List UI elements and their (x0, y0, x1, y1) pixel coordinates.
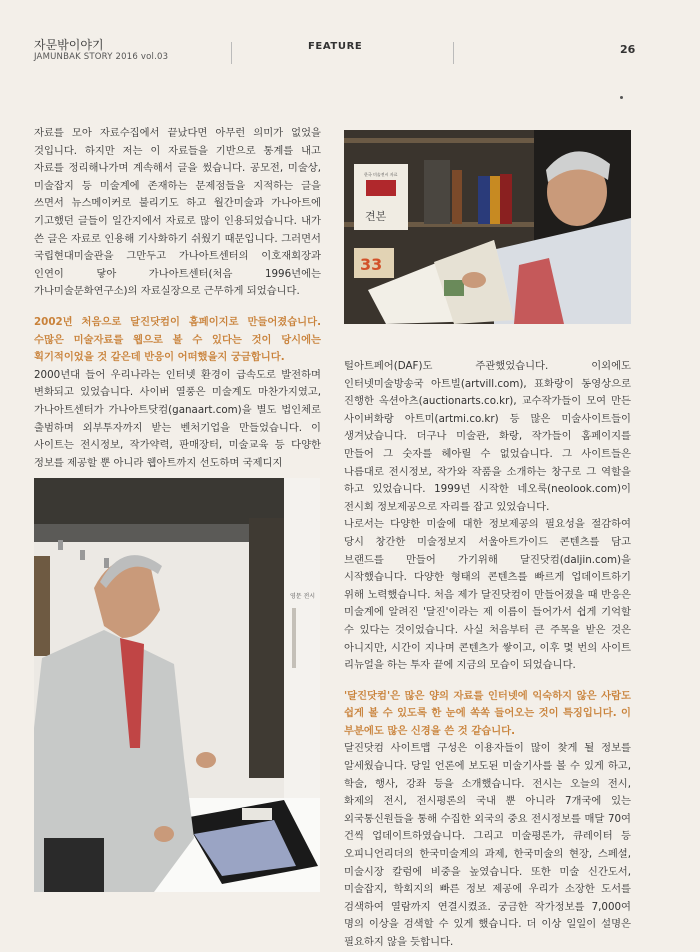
interview-question: '달진닷컴'은 많은 양의 자료를 인터넷에 익숙하지 않은 사람도 쉽게 볼 수 있도록 한 눈에 쏙쏙 들어오는 것이 특징입니다. 이 부분에도 많은 신경을 쓴 것 같습니다. (344, 689, 631, 737)
left-column-text (34, 125, 321, 472)
body-paragraph: 2000년대 들어 우리나라는 인터넷 환경이 급속도로 발전하며 변화되고 있었습니다. 사이버 열풍은 미술계도 마찬가지였고, 가나아트센터가 가나아트닷컴(ganaart.com)을 별도 법인체로 출범하며 외부투자까지 받는 벤처기업을 만들었습니다. 이 사이트는 전시정보, 작가약력, 판매장터, 미술교육 등 다양한 정보를 제공할 뿐 아니라 웹아트까지 선도하며 국제디지 (34, 368, 321, 469)
wall-label: 영문 전시 (290, 593, 316, 600)
magazine-issue: JAMUNBAK STORY 2016 vol.03 (34, 52, 169, 62)
magazine-title: 자문밖이야기 (34, 38, 104, 52)
svg-text:한국 미술전시 자료: 한국 미술전시 자료 (364, 172, 398, 177)
shelf-number: 33 (360, 255, 383, 274)
photo-illustration (34, 478, 320, 892)
body-paragraph: 나로서는 다양한 미술에 대한 정보제공의 필요성을 절감하여 당시 창간한 미술정보지 서울아트가이드 콘텐츠를 담고 브랜드를 만들어 가기위해 달진닷컴(daljin.com)을 시작했습니다. 다양한 형태의 콘텐츠를 빠르게 업데이트하기 위해 노력했습니다. 처음 제가 달진닷컴이 만들어졌을 때 반응은 미술계에 알려진 '달진'이라는 제 이름이 들어가서 쉽게 기억할 수 있다는 것이었습니다. 사실 처음부터 큰 주목을 받은 것은 아니지만, 시간이 지나며 콘텐츠가 쌓이고, 이후 몇 번의 사이트 리뉴얼을 하는 투자 끝에 지금의 모습이 되었습니다. (344, 518, 631, 672)
right-column-text (344, 358, 631, 952)
header-divider (453, 42, 454, 64)
book-sign: 견본 (365, 210, 387, 223)
header-divider (231, 42, 232, 64)
page-number: 26 (620, 43, 636, 56)
interview-question: 2002년 처음으로 달진닷컴이 홈페이지로 만들어졌습니다. 수많은 미술자료를 웹으로 볼 수 있다는 것이 당시에는 획기적이었을 것 같은데 반응이 어떠했을지 궁금합니다. (34, 315, 321, 364)
section-label: FEATURE (308, 41, 363, 52)
margin-mark (620, 96, 623, 99)
body-paragraph: 털아트페어(DAF)도 주관했었습니다. 이외에도 인터넷미술방송국 아트빌(artvill.com), 표화랑이 동영상으로 진행한 옥션아츠(auctionarts.co.kr), 교수작가들이 모여 만든 사이버화랑 아트미(artmi.co.kr) 등 많은 미술사이트들이 생겨났습니다. 더구나 미술관, 화랑, 작가들이 홈페이지를 만들어 그 숫자를 헤아릴 수 없었습니다. 그 사이트들은 나름대로 전시정보, 작가와 작품을 소개하는 창구로 그 역할을 하고 있었습니다. 1999년 시작한 네오룩(neolook.com)이 전시회 정보제공으로 자리를 잡고 있었습니다. (344, 360, 631, 513)
magazine-masthead (34, 38, 168, 63)
photo-man-reading-book (344, 130, 631, 324)
body-paragraph: 달진닷컴 사이트맵 구성은 이용자들이 많이 찾게 될 정보를 알세웠습니다. 당일 언론에 보도된 미술기사를 볼 수 있게 하고, 학술, 행사, 강좌 등을 소개했습니다. 전시는 오늘의 전시, 화제의 전시, 전시평론의 국내 뿐 아니라 7개국에 있는 외국통신원들을 통해 수집한 외국의 중요 전시정보를 매달 70여 건씩 업데이트하였습니다. 그리고 미술평론가, 큐레이터 등 오피니언리더의 한국미술계의 과제, 한국미술의 현장, 스페셜, 미술시장 칼럼에 비중을 높였습니다. 또한 미술 신간도서, 미술잡지, 학회지의 빠른 정보 제공에 우리가 소장한 도서를 검색하여 열람까지 연결시켰죠. 궁금한 작가정보를 7,000여 명의 이상을 검색할 수 있게 했습니다. 더 이상 일일이 설명은 필요하지 않을 듯합니다. (344, 742, 631, 948)
photo-man-at-table (34, 478, 320, 892)
body-paragraph: 자료를 모아 자료수집에서 끝났다면 아무런 의미가 없었을 것입니다. 하지만 저는 이 자료들을 기반으로 통계를 내고 자료를 정리해나가며 계속해서 글을 썼습니다. 공모전, 미술상, 미술잡지 등 미술계에 존재하는 문제점들을 지적하는 글을 쓰면서 뉴스메이커로 불리기도 하고 월간미술과 가나아트에 기고했던 글들이 일간지에서 자료로 많이 인용되었습니다. 내가 쓴 글은 자료로 인용해 기사화하기 쉬웠기 때문입니다. 그러면서 국립현대미술관을 그만두고 가나아트센터의 이호재회장과 인연이 닿아 가나아트센터(처음 1996년에는 가나미술문화연구소)의 자료실장으로 근무하게 되었습니다. (34, 127, 321, 298)
photo-illustration (344, 130, 631, 324)
